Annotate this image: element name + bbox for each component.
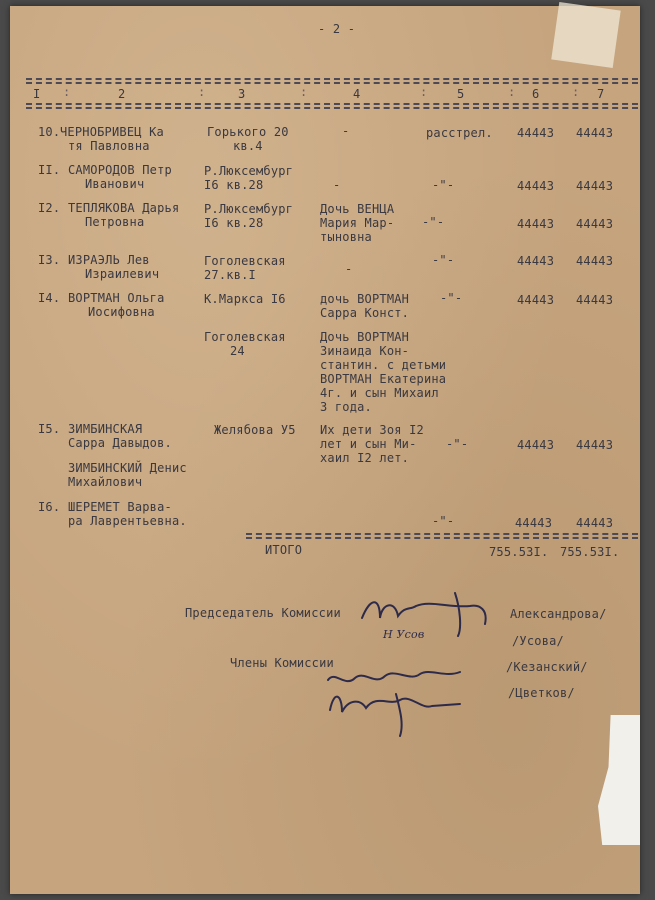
col-header-3: 3: [238, 87, 246, 101]
col-separator: :: [420, 85, 428, 99]
row-address: Р.Люксембург: [204, 202, 294, 216]
row-family: Дочь ВЕНЦА: [320, 202, 395, 216]
row-number: 10.: [38, 125, 61, 139]
handwritten-chair-note: Н Усов: [383, 628, 425, 641]
row-status: -"-: [432, 178, 455, 192]
row-address: Гоголевская: [204, 254, 286, 268]
row-value-7: 44443: [576, 254, 614, 268]
row-address: Р.Люксембург: [204, 164, 294, 178]
row-value-6: 44443: [517, 126, 555, 140]
row-value-7: 44443: [576, 217, 614, 231]
row-family: ВОРТМАН Екатерина: [320, 372, 447, 386]
total-label: ИТОГО: [265, 543, 303, 557]
member-signature: [320, 680, 470, 740]
row-family: 4г. и сын Михаил: [320, 386, 439, 400]
col-header-4: 4: [353, 87, 361, 101]
row-value-6: 44443: [515, 516, 553, 530]
row-address: К.Маркса I6: [204, 292, 286, 306]
col-header-5: 5: [457, 87, 465, 101]
col-separator: :: [508, 85, 516, 99]
header-rule-bottom-2: [26, 107, 638, 109]
header-rule-top-2: [26, 82, 638, 84]
total-rule-2: [246, 537, 638, 539]
row-address: I6 кв.28: [204, 178, 264, 192]
row-status: -"-: [446, 437, 469, 451]
row-name: ра Лаврентьевна.: [68, 514, 187, 528]
row-name: Израилевич: [85, 267, 160, 281]
row-address: Желябова У5: [214, 423, 296, 437]
total-value-6: 755.53I.: [489, 545, 549, 559]
row-number: I2.: [38, 201, 61, 215]
row-family: Дочь ВОРТМАН: [320, 330, 410, 344]
page-number: - 2 -: [318, 22, 356, 36]
row-number: I6.: [38, 500, 61, 514]
row-status: -"-: [432, 514, 455, 528]
row-address: 24: [230, 344, 245, 358]
members-label: Члены Комиссии: [230, 656, 334, 670]
row-value-7: 44443: [576, 179, 614, 193]
row-number: II.: [38, 163, 61, 177]
row-address: I6 кв.28: [204, 216, 264, 230]
row-number: I5.: [38, 422, 61, 436]
row-name: Сарра Давыдов.: [68, 436, 172, 450]
row-family: Сарра Конст.: [320, 306, 410, 320]
row-family: хаил I2 лет.: [320, 451, 410, 465]
col-header-7: 7: [597, 87, 605, 101]
row-address: 27.кв.I: [204, 268, 256, 282]
row-name: ЗИМБИНСКИЙ Денис: [68, 461, 187, 475]
row-family: Зинаида Кон-: [320, 344, 410, 358]
row-name: Петровна: [85, 215, 145, 229]
col-separator: :: [198, 85, 206, 99]
row-name: САМОРОДОВ Петр: [68, 163, 172, 177]
row-name: ТЕПЛЯКОВА Дарья: [68, 201, 180, 215]
col-header-2: 2: [118, 87, 126, 101]
row-status: -"-: [440, 291, 463, 305]
row-name: тя Павловна: [68, 139, 150, 153]
row-status: расстрел.: [426, 126, 493, 140]
row-value-7: 44443: [576, 293, 614, 307]
total-value-7: 755.53I.: [560, 545, 620, 559]
row-number: I4.: [38, 291, 61, 305]
row-value-7: 44443: [576, 516, 614, 530]
col-header-6: 6: [532, 87, 540, 101]
row-name: ЗИМБИНСКАЯ: [68, 422, 143, 436]
total-rule: [246, 533, 638, 535]
row-value-6: 44443: [517, 293, 555, 307]
row-family: -: [333, 178, 341, 192]
col-separator: :: [572, 85, 580, 99]
row-family: Их дети Зоя I2: [320, 423, 424, 437]
row-address: кв.4: [233, 139, 263, 153]
row-name: Иванович: [85, 177, 145, 191]
header-rule-bottom: [26, 103, 638, 105]
row-family: лет и сын Ми-: [320, 437, 417, 451]
row-family: -: [342, 124, 350, 138]
row-number: I3.: [38, 253, 61, 267]
row-family: -: [345, 262, 353, 276]
row-value-7: 44443: [576, 126, 614, 140]
row-family: Мария Мар-: [320, 216, 395, 230]
row-name: ШЕРЕМЕТ Варва-: [68, 500, 172, 514]
row-family: 3 года.: [320, 400, 372, 414]
col-separator: :: [300, 85, 308, 99]
chairman-label: Председатель Комиссии: [185, 606, 341, 620]
row-address: Гоголевская: [204, 330, 286, 344]
col-header-1: I: [33, 87, 41, 101]
row-value-6: 44443: [517, 179, 555, 193]
signatory-name: Александрова/: [510, 607, 607, 621]
row-value-6: 44443: [517, 438, 555, 452]
row-family: стантин. с детьми: [320, 358, 447, 372]
row-address: Горького 20: [207, 125, 289, 139]
signatory-name: /Кезанский/: [506, 660, 588, 674]
header-rule-top: [26, 78, 638, 80]
row-value-6: 44443: [517, 254, 555, 268]
row-value-6: 44443: [517, 217, 555, 231]
row-name: Иосифовна: [88, 305, 155, 319]
tape-strip: [551, 2, 620, 68]
row-name: ВОРТМАН Ольга: [68, 291, 165, 305]
chairman-signature: [350, 588, 510, 638]
row-status: -"-: [422, 215, 445, 229]
row-name: ЧЕРНОБРИВЕЦ Ка: [60, 125, 164, 139]
signatory-name: /Усова/: [512, 634, 564, 648]
row-family: дочь ВОРТМАН: [320, 292, 410, 306]
row-status: -"-: [432, 253, 455, 267]
signatory-name: /Цветков/: [508, 686, 575, 700]
col-separator: :: [63, 85, 71, 99]
row-value-7: 44443: [576, 438, 614, 452]
row-name: ИЗРАЭЛЬ Лев: [68, 253, 150, 267]
row-name: Михайлович: [68, 475, 143, 489]
row-family: тыновна: [320, 230, 372, 244]
